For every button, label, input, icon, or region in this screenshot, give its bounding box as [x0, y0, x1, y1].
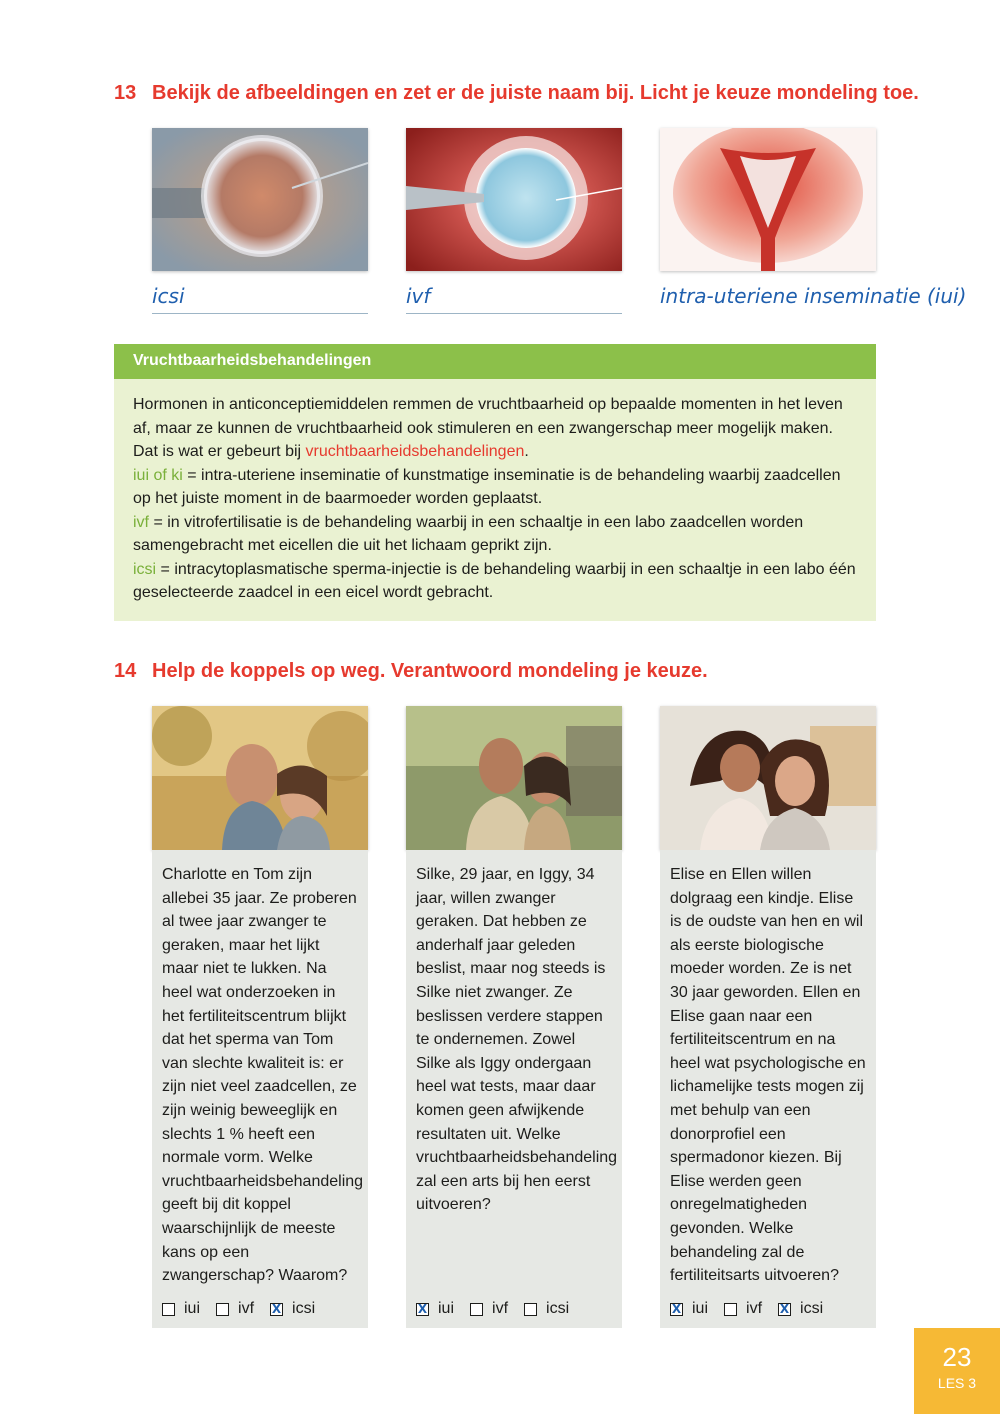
card-3-option-iui[interactable]: X iui: [671, 1300, 709, 1317]
info-box: [114, 344, 876, 621]
info-box-body: [114, 379, 876, 605]
couple-card-1: [152, 850, 368, 1328]
answer-line-3[interactable]: intra-uteriene inseminatie (iui): [660, 284, 967, 308]
card-3-story: Elise en Ellen willen dolgraag een kindje. Elise is de oudste van hen en wil als eerste biologische moeder worden. Ze is net 30 jaar geworden. Ellen en Elise gaan naar een fertiliteitscentrum en na heel wat psychologische en lichamelijke tests mogen zij met behulp van een donorprofiel een spermadonor kiezen. Bij Elise werden geen onregelmatigheden gevonden. Welke behandeling zal de fertiliteitsarts uitvoeren?: [670, 866, 866, 1285]
card-1-story: Charlotte en Tom zijn allebei 35 jaar. Ze proberen al twee jaar zwanger te geraken, maar het lijkt maar niet te lukken. Na heel wat onderzoeken in het fertiliteitscentrum blijkt dat het sperma van Tom van slechte kwaliteit is: er zijn niet veel zaadcellen, ze zijn weinig beweeglijk en slechts 1 % heeft een normale vorm. Welke vruchtbaarheidsbehandeling geeft bij dit koppel waarschijnlijk de meeste kans op een zwangerschap? Waarom?: [162, 866, 364, 1285]
checkbox[interactable]: X: [271, 1301, 282, 1316]
question-14-text: Help de koppels op weg. Verantwoord mondeling je keuze.: [152, 660, 708, 682]
checkbox[interactable]: [724, 1303, 737, 1316]
answer-line-1[interactable]: icsi: [152, 284, 368, 314]
info-icsi: icsi = intracytoplasmatische sperma-injectie is de behandeling waarbij in een schaaltje in een labo één geselecteerde zaadcel in een eicel wordt gebracht.: [133, 560, 856, 601]
answer-line-2[interactable]: ivf: [406, 284, 622, 314]
checkbox[interactable]: [524, 1303, 537, 1316]
question-13: [114, 82, 919, 105]
checkbox[interactable]: [470, 1303, 483, 1316]
iui-image: [660, 128, 876, 271]
term-ivf: ivf: [133, 513, 149, 531]
checkbox[interactable]: X: [779, 1301, 790, 1316]
couple-card-2: [406, 850, 622, 1328]
info-box-title: Vruchtbaarheidsbehandelingen: [114, 344, 876, 379]
question-14-number: 14: [114, 660, 137, 682]
card-2-option-iui[interactable]: X iui: [417, 1300, 455, 1317]
card-2-story: Silke, 29 jaar, en Iggy, 34 jaar, willen zwanger geraken. Dat hebben ze anderhalf jaar geleden beslist, maar nog steeds is Silke niet zwanger. Ze beslissen verdere stappen te ondernemen. Zowel Silke als Iggy ondergaan heel wat tests, maar daar komen geen afwijkende resultaten uit. Welke vruchtbaarheidsbehandeling zal een arts bij hen eerst uitvoeren?: [416, 866, 618, 1214]
info-paragraph: Hormonen in anticonceptiemiddelen remmen de vruchtbaarheid op bepaalde momenten in het leven af, maar ze kunnen de vruchtbaarheid ook stimuleren en een zwangerschap meer mogelijk maken. Dat is wat er gebeurt bij vruchtbaarheidsbehandelingen.: [133, 396, 843, 460]
info-iui: iui of ki = intra-uteriene inseminatie of kunstmatige inseminatie is de behandeling waarbij zaadcellen op het juiste moment in de baarmoeder worden geplaatst.: [133, 466, 841, 507]
checkbox[interactable]: X: [671, 1301, 682, 1316]
card-3-option-ivf[interactable]: ivf: [724, 1300, 762, 1318]
card-1-option-icsi[interactable]: X icsi: [271, 1300, 316, 1317]
card-2-option-ivf[interactable]: ivf: [470, 1300, 508, 1318]
question-13-number: 13: [114, 82, 137, 104]
couple-photo-3: [660, 706, 876, 850]
card-2-options: [416, 1300, 585, 1318]
checkbox[interactable]: [162, 1303, 175, 1316]
term-iui: iui of ki: [133, 466, 183, 484]
card-1-options: [162, 1300, 331, 1318]
page-number-box: [914, 1328, 1000, 1414]
question-14: [114, 660, 708, 683]
couple-card-3: [660, 850, 876, 1328]
page-number: 23: [942, 1342, 972, 1372]
checkbox[interactable]: [216, 1303, 229, 1316]
card-3-option-icsi[interactable]: X icsi: [779, 1300, 824, 1317]
question-13-text: Bekijk de afbeeldingen en zet er de juiste naam bij. Licht je keuze mondeling toe.: [152, 82, 919, 104]
lesson-label: LES 3: [937, 1375, 977, 1391]
info-ivf: ivf = in vitrofertilisatie is de behandeling waarbij in een schaaltje in een labo zaadcellen worden samengebracht met eicellen die uit het lichaam geprikt zijn.: [133, 513, 804, 554]
icsi-image: [152, 128, 368, 271]
couple-photo-1: [152, 706, 368, 850]
ivf-image: [406, 128, 622, 271]
term-vruchtbaarheidsbehandelingen: vruchtbaarheidsbehandelingen: [305, 443, 525, 460]
card-1-option-ivf[interactable]: ivf: [216, 1300, 254, 1318]
term-icsi: icsi: [133, 560, 157, 578]
card-2-option-icsi[interactable]: icsi: [524, 1300, 569, 1318]
couple-photo-2: [406, 706, 622, 850]
card-3-options: [670, 1300, 839, 1318]
card-1-option-iui[interactable]: iui: [162, 1300, 200, 1318]
checkbox[interactable]: X: [417, 1301, 428, 1316]
